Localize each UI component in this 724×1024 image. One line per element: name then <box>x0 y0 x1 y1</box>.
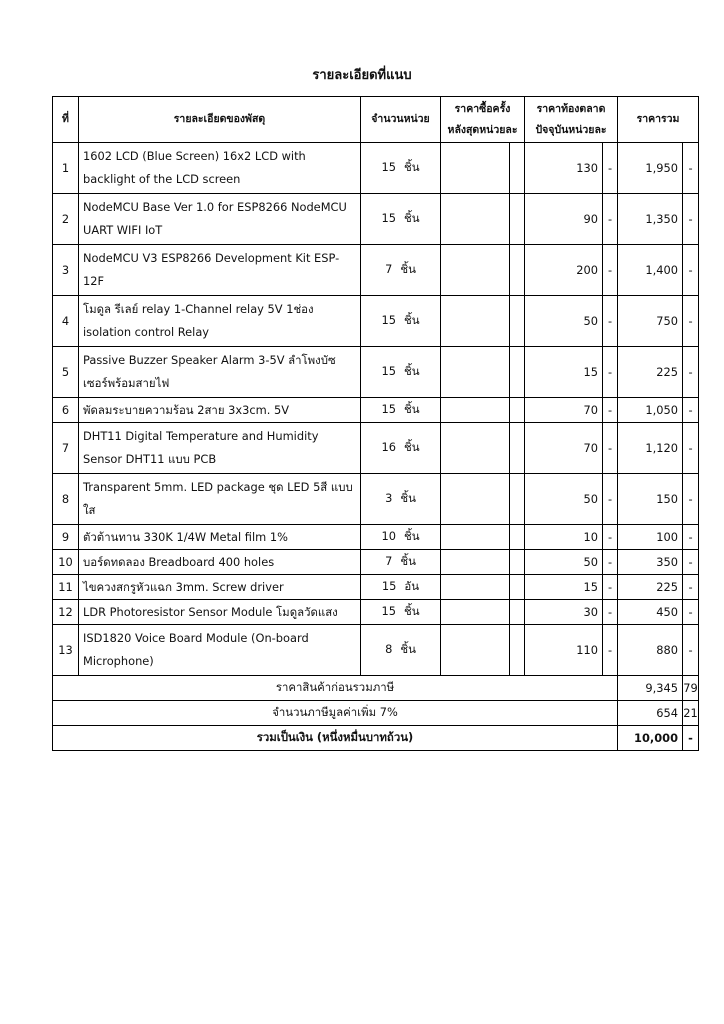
item-quantity <box>361 575 441 600</box>
item-description: NodeMCU Base Ver 1.0 for ESP8266 NodeMCU UART WIFI IoT <box>79 194 361 245</box>
item-market-price: 110 <box>525 625 603 676</box>
item-description: 1602 LCD (Blue Screen) 16x2 LCD with backlight of the LCD screen <box>79 143 361 194</box>
item-quantity-number: 7 <box>385 262 393 276</box>
header-market-price-line2: ปัจจุบันหน่วยละ <box>535 123 607 136</box>
item-total-satang: - <box>683 194 699 245</box>
item-quantity-number: 7 <box>385 554 393 568</box>
subtotal-row <box>53 676 699 701</box>
header-no: ที่ <box>53 97 79 143</box>
item-market-price-satang: - <box>603 625 618 676</box>
item-total-satang: - <box>683 398 699 423</box>
item-no: 8 <box>53 474 79 525</box>
item-total-satang: - <box>683 575 699 600</box>
item-quantity <box>361 143 441 194</box>
item-market-price-satang: - <box>603 474 618 525</box>
item-total: 1,120 <box>618 423 683 474</box>
item-quantity <box>361 347 441 398</box>
item-total: 150 <box>618 474 683 525</box>
table-row <box>53 423 699 474</box>
item-last-price-satang <box>510 575 525 600</box>
item-last-price <box>441 347 510 398</box>
item-last-price-satang <box>510 525 525 550</box>
item-quantity-number: 15 <box>381 364 396 378</box>
table-row <box>53 194 699 245</box>
item-quantity-unit: ชิ้น <box>400 491 416 505</box>
header-row <box>53 97 699 143</box>
item-description: บอร์ดทดลอง Breadboard 400 holes <box>79 550 361 575</box>
item-description: Passive Buzzer Speaker Alarm 3-5V ลำโพงบัซเซอร์พร้อมสายไฟ <box>79 347 361 398</box>
header-market-price <box>525 97 618 143</box>
item-description: ไขควงสกรูหัวแฉก 3mm. Screw driver <box>79 575 361 600</box>
item-quantity-unit: ชิ้น <box>403 313 420 327</box>
table-row <box>53 143 699 194</box>
item-total-satang: - <box>683 296 699 347</box>
item-no: 12 <box>53 600 79 625</box>
item-last-price-satang <box>510 143 525 194</box>
subtotal-amount: 9,345 <box>618 676 683 701</box>
item-no: 10 <box>53 550 79 575</box>
item-no: 2 <box>53 194 79 245</box>
item-quantity-number: 15 <box>381 402 396 416</box>
item-quantity <box>361 625 441 676</box>
header-quantity: จำนวนหน่วย <box>361 97 441 143</box>
item-quantity-unit: ชิ้น <box>400 554 416 568</box>
table-row <box>53 625 699 676</box>
item-total: 350 <box>618 550 683 575</box>
item-total: 750 <box>618 296 683 347</box>
item-last-price <box>441 474 510 525</box>
vat-label: จำนวนภาษีมูลค่าเพิ่ม 7% <box>53 701 618 726</box>
item-last-price <box>441 296 510 347</box>
item-total: 1,350 <box>618 194 683 245</box>
grand-total-amount: 10,000 <box>618 726 683 751</box>
item-quantity <box>361 525 441 550</box>
item-no: 9 <box>53 525 79 550</box>
item-no: 7 <box>53 423 79 474</box>
table-row <box>53 474 699 525</box>
item-last-price <box>441 245 510 296</box>
item-no: 11 <box>53 575 79 600</box>
item-last-price-satang <box>510 423 525 474</box>
item-market-price-satang: - <box>603 296 618 347</box>
item-description: LDR Photoresistor Sensor Module โมดูลวัดแสง <box>79 600 361 625</box>
item-quantity <box>361 423 441 474</box>
item-market-price-satang: - <box>603 347 618 398</box>
item-no: 5 <box>53 347 79 398</box>
table-row <box>53 575 699 600</box>
item-total: 880 <box>618 625 683 676</box>
table-row <box>53 347 699 398</box>
header-last-price <box>441 97 525 143</box>
header-last-price-line1: ราคาซื้อครั้ง <box>454 102 511 115</box>
item-last-price <box>441 575 510 600</box>
item-total-satang: - <box>683 245 699 296</box>
grand-total-row <box>53 726 699 751</box>
item-last-price-satang <box>510 245 525 296</box>
table-row <box>53 600 699 625</box>
item-market-price: 10 <box>525 525 603 550</box>
item-quantity-number: 15 <box>381 604 396 618</box>
item-market-price: 130 <box>525 143 603 194</box>
item-market-price-satang: - <box>603 143 618 194</box>
item-market-price: 70 <box>525 398 603 423</box>
item-description: NodeMCU V3 ESP8266 Development Kit ESP-12F <box>79 245 361 296</box>
item-total: 450 <box>618 600 683 625</box>
item-total: 100 <box>618 525 683 550</box>
subtotal-satang: 79 <box>683 676 699 701</box>
item-no: 13 <box>53 625 79 676</box>
item-total-satang: - <box>683 347 699 398</box>
item-market-price-satang: - <box>603 423 618 474</box>
item-total: 1,950 <box>618 143 683 194</box>
item-last-price-satang <box>510 194 525 245</box>
item-quantity <box>361 296 441 347</box>
item-market-price-satang: - <box>603 525 618 550</box>
vat-amount: 654 <box>618 701 683 726</box>
item-quantity <box>361 600 441 625</box>
item-market-price: 50 <box>525 550 603 575</box>
item-total-satang: - <box>683 423 699 474</box>
item-quantity <box>361 474 441 525</box>
item-description: พัดลมระบายความร้อน 2สาย 3x3cm. 5V <box>79 398 361 423</box>
item-quantity-unit: ชิ้น <box>403 440 420 454</box>
item-quantity-unit: อัน <box>404 579 420 593</box>
item-quantity-number: 15 <box>381 211 396 225</box>
item-last-price-satang <box>510 398 525 423</box>
item-quantity-unit: ชิ้น <box>403 604 420 618</box>
document-title: รายละเอียดที่แนบ <box>312 68 412 83</box>
item-quantity-number: 16 <box>381 440 396 454</box>
item-market-price-satang: - <box>603 600 618 625</box>
item-description: Transparent 5mm. LED package ชุด LED 5สี แบบใส <box>79 474 361 525</box>
item-market-price-satang: - <box>603 194 618 245</box>
item-quantity-number: 15 <box>381 579 397 593</box>
items-body <box>53 143 699 676</box>
item-quantity <box>361 194 441 245</box>
item-market-price: 15 <box>525 347 603 398</box>
item-no: 3 <box>53 245 79 296</box>
item-description: DHT11 Digital Temperature and Humidity Sensor DHT11 แบบ PCB <box>79 423 361 474</box>
item-total-satang: - <box>683 600 699 625</box>
item-market-price: 30 <box>525 600 603 625</box>
item-market-price-satang: - <box>603 550 618 575</box>
item-quantity-unit: ชิ้น <box>403 402 420 416</box>
item-last-price-satang <box>510 625 525 676</box>
item-quantity-number: 8 <box>385 642 393 656</box>
item-total-satang: - <box>683 625 699 676</box>
item-quantity-number: 15 <box>381 160 396 174</box>
header-description: รายละเอียดของพัสดุ <box>79 97 361 143</box>
item-market-price: 90 <box>525 194 603 245</box>
item-total-satang: - <box>683 143 699 194</box>
vat-row <box>53 701 699 726</box>
grand-total-label: รวมเป็นเงิน (หนึ่งหมื่นบาทถ้วน) <box>53 726 618 751</box>
item-total: 225 <box>618 347 683 398</box>
item-market-price-satang: - <box>603 398 618 423</box>
item-quantity-number: 3 <box>385 491 393 505</box>
item-market-price-satang: - <box>603 245 618 296</box>
item-last-price <box>441 398 510 423</box>
item-last-price <box>441 143 510 194</box>
item-no: 1 <box>53 143 79 194</box>
item-last-price-satang <box>510 474 525 525</box>
header-last-price-line2: หลังสุดหน่วยละ <box>447 123 518 136</box>
item-last-price-satang <box>510 550 525 575</box>
item-total: 1,050 <box>618 398 683 423</box>
item-market-price-satang: - <box>603 575 618 600</box>
item-market-price: 70 <box>525 423 603 474</box>
item-quantity-number: 10 <box>381 529 396 543</box>
header-market-price-line1: ราคาท้องตลาด <box>536 102 606 115</box>
grand-total-satang: - <box>683 726 699 751</box>
item-quantity-unit: ชิ้น <box>403 364 420 378</box>
item-last-price <box>441 525 510 550</box>
item-description: ตัวต้านทาน 330K 1/4W Metal film 1% <box>79 525 361 550</box>
item-last-price <box>441 194 510 245</box>
item-last-price <box>441 550 510 575</box>
item-quantity-unit: ชิ้น <box>400 642 416 656</box>
item-no: 6 <box>53 398 79 423</box>
item-quantity-unit: ชิ้น <box>403 211 420 225</box>
item-quantity-number: 15 <box>381 313 396 327</box>
table-row <box>53 296 699 347</box>
item-last-price <box>441 600 510 625</box>
item-last-price-satang <box>510 296 525 347</box>
item-market-price: 15 <box>525 575 603 600</box>
item-total-satang: - <box>683 525 699 550</box>
table-row <box>53 398 699 423</box>
item-quantity <box>361 398 441 423</box>
item-total: 225 <box>618 575 683 600</box>
items-table <box>52 96 699 751</box>
subtotal-label: ราคาสินค้าก่อนรวมภาษี <box>53 676 618 701</box>
header-total: ราคารวม <box>618 97 699 143</box>
item-total: 1,400 <box>618 245 683 296</box>
table-row <box>53 550 699 575</box>
item-quantity-unit: ชิ้น <box>403 160 420 174</box>
item-total-satang: - <box>683 474 699 525</box>
item-last-price-satang <box>510 600 525 625</box>
item-market-price: 50 <box>525 296 603 347</box>
table-row <box>53 525 699 550</box>
item-description: โมดูล รีเลย์ relay 1-Channel relay 5V 1ช่อง isolation control Relay <box>79 296 361 347</box>
item-quantity <box>361 245 441 296</box>
table-row <box>53 245 699 296</box>
item-last-price <box>441 423 510 474</box>
item-quantity-unit: ชิ้น <box>400 262 416 276</box>
item-description: ISD1820 Voice Board Module (On-board Microphone) <box>79 625 361 676</box>
item-no: 4 <box>53 296 79 347</box>
item-quantity <box>361 550 441 575</box>
item-last-price-satang <box>510 347 525 398</box>
item-total-satang: - <box>683 550 699 575</box>
item-market-price: 200 <box>525 245 603 296</box>
item-last-price <box>441 625 510 676</box>
item-quantity-unit: ชิ้น <box>403 529 420 543</box>
vat-satang: 21 <box>683 701 699 726</box>
item-market-price: 50 <box>525 474 603 525</box>
